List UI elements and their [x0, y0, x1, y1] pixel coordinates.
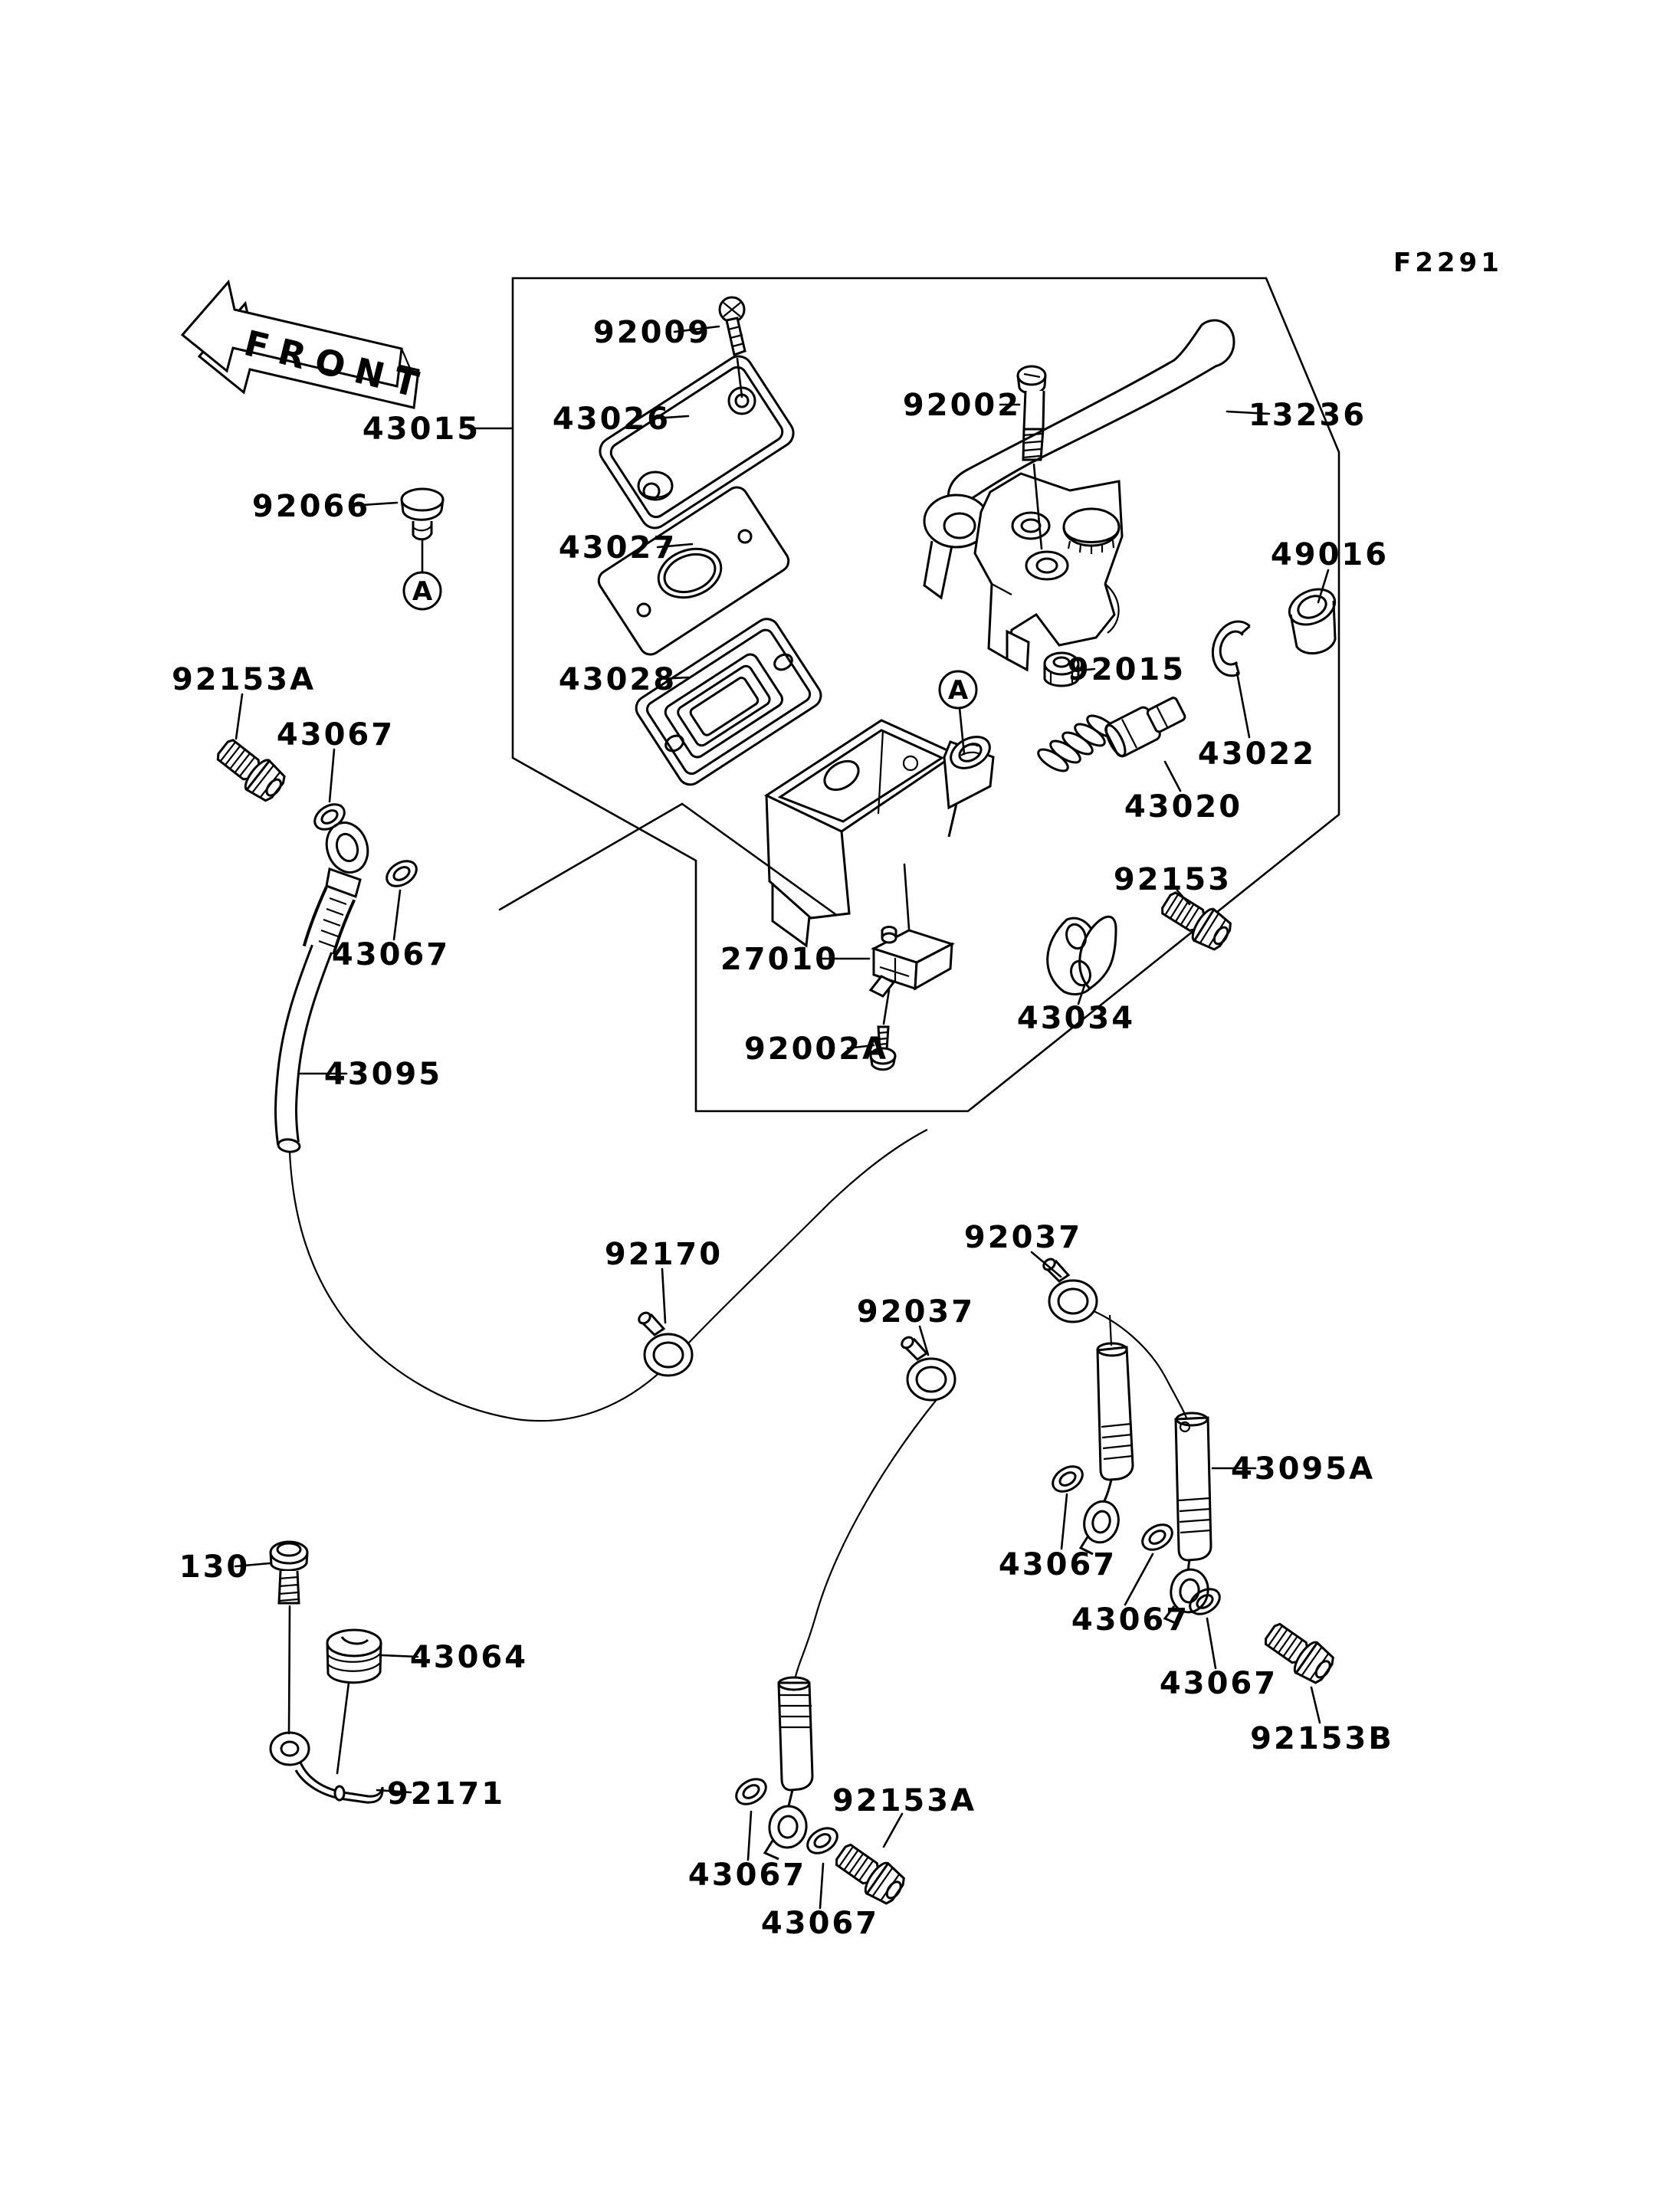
part-number-label: 49016	[1270, 537, 1390, 572]
leader-line	[904, 864, 909, 929]
part-number-label: 43026	[552, 402, 671, 437]
leader-line	[748, 1812, 751, 1860]
leader-line	[1311, 1687, 1320, 1723]
hose-clamp-92037-left-drawing	[900, 1335, 955, 1400]
part-number-label: 92037	[856, 1294, 976, 1330]
leader-line	[289, 1606, 290, 1733]
detail-balloon-label: A	[947, 675, 969, 706]
part-number-label: 43015	[362, 412, 481, 447]
part-number-label: 43028	[558, 662, 678, 697]
pushrod-bushing-drawing	[1284, 582, 1340, 653]
part-number-label: 43067	[998, 1547, 1117, 1582]
washer-drawing	[1138, 1520, 1176, 1555]
part-number-label: 92002A	[743, 1031, 889, 1067]
master-cylinder-body-drawing	[766, 720, 995, 946]
washer-drawing	[803, 1823, 842, 1858]
part-number-label: 43067	[1071, 1602, 1190, 1638]
washer-drawing	[1048, 1461, 1087, 1497]
hose-guide-pipe-drawing	[271, 1733, 382, 1802]
part-number-label: 43067	[276, 717, 395, 753]
part-number-label: 92066	[251, 489, 371, 524]
leader-line	[1165, 762, 1180, 791]
part-number-label: 43067	[760, 1906, 880, 1941]
hose-routing-lines	[290, 1130, 1189, 1677]
handlebar-clamp-drawing	[1048, 917, 1116, 994]
reservoir-cap-drawing	[595, 351, 799, 533]
part-number-label: 92153A	[171, 662, 317, 697]
part-number-label: 92153	[1113, 862, 1232, 897]
front-arrow-label: FRONT	[240, 322, 433, 408]
e-clip-drawing	[1206, 615, 1255, 678]
washer-drawing	[382, 856, 421, 891]
leader-line	[394, 890, 400, 939]
part-number-label: 92171	[386, 1776, 506, 1812]
part-number-label: 92015	[1067, 652, 1186, 687]
part-number-label: 27010	[720, 942, 839, 977]
upper-brake-hose-drawing	[277, 818, 374, 1153]
detail-balloon-label: A	[412, 576, 433, 607]
lower-brake-hose-left-drawing	[1080, 1343, 1133, 1554]
part-number-label: 43020	[1124, 789, 1243, 825]
part-number-label: 43034	[1016, 1001, 1136, 1036]
washer-drawing	[732, 1774, 770, 1809]
figure-code: F2291	[1393, 248, 1503, 278]
lever-holder-drawing	[975, 474, 1122, 670]
air-bleed-bolt-drawing	[271, 1542, 307, 1603]
leader-line	[1237, 673, 1249, 737]
leader-line	[1061, 1494, 1067, 1549]
bottom-hose-end-drawing	[765, 1677, 812, 1859]
part-number-label: 43067	[1159, 1666, 1278, 1701]
part-number-label: 43095	[323, 1057, 443, 1092]
cap-knob-drawing	[402, 489, 443, 539]
leader-line	[236, 694, 242, 739]
part-number-label: 43067	[331, 937, 451, 972]
part-number-label: 43022	[1197, 736, 1317, 772]
leader-line	[1207, 1618, 1216, 1668]
part-number-label: 43027	[558, 530, 678, 566]
grommet-drawing	[327, 1630, 381, 1683]
part-number-label: 92009	[592, 315, 712, 350]
part-number-label: 43064	[409, 1640, 529, 1675]
banjo-bolt-92153A-drawing	[831, 1838, 909, 1909]
part-number-label: 43095A	[1230, 1451, 1376, 1487]
brake-switch-drawing	[871, 927, 952, 997]
reservoir-cap-screw-drawing	[720, 297, 745, 355]
lower-brake-hose-right-drawing	[1165, 1413, 1211, 1625]
part-number-label: 13236	[1248, 398, 1367, 433]
part-number-label: 92153A	[832, 1783, 977, 1818]
leader-line	[1125, 1554, 1153, 1605]
leader-line	[820, 1864, 823, 1908]
leader-line	[330, 749, 334, 802]
leader-line	[884, 1814, 902, 1847]
part-number-label: 92153B	[1250, 1721, 1394, 1756]
part-number-label: 92170	[604, 1237, 724, 1272]
leader-line	[662, 1269, 665, 1323]
part-number-label: 130	[179, 1549, 251, 1585]
part-number-label: 43067	[687, 1858, 807, 1893]
part-number-label: 92037	[963, 1220, 1083, 1255]
leader-line	[337, 1683, 349, 1773]
part-number-label: 92002	[902, 388, 1022, 423]
